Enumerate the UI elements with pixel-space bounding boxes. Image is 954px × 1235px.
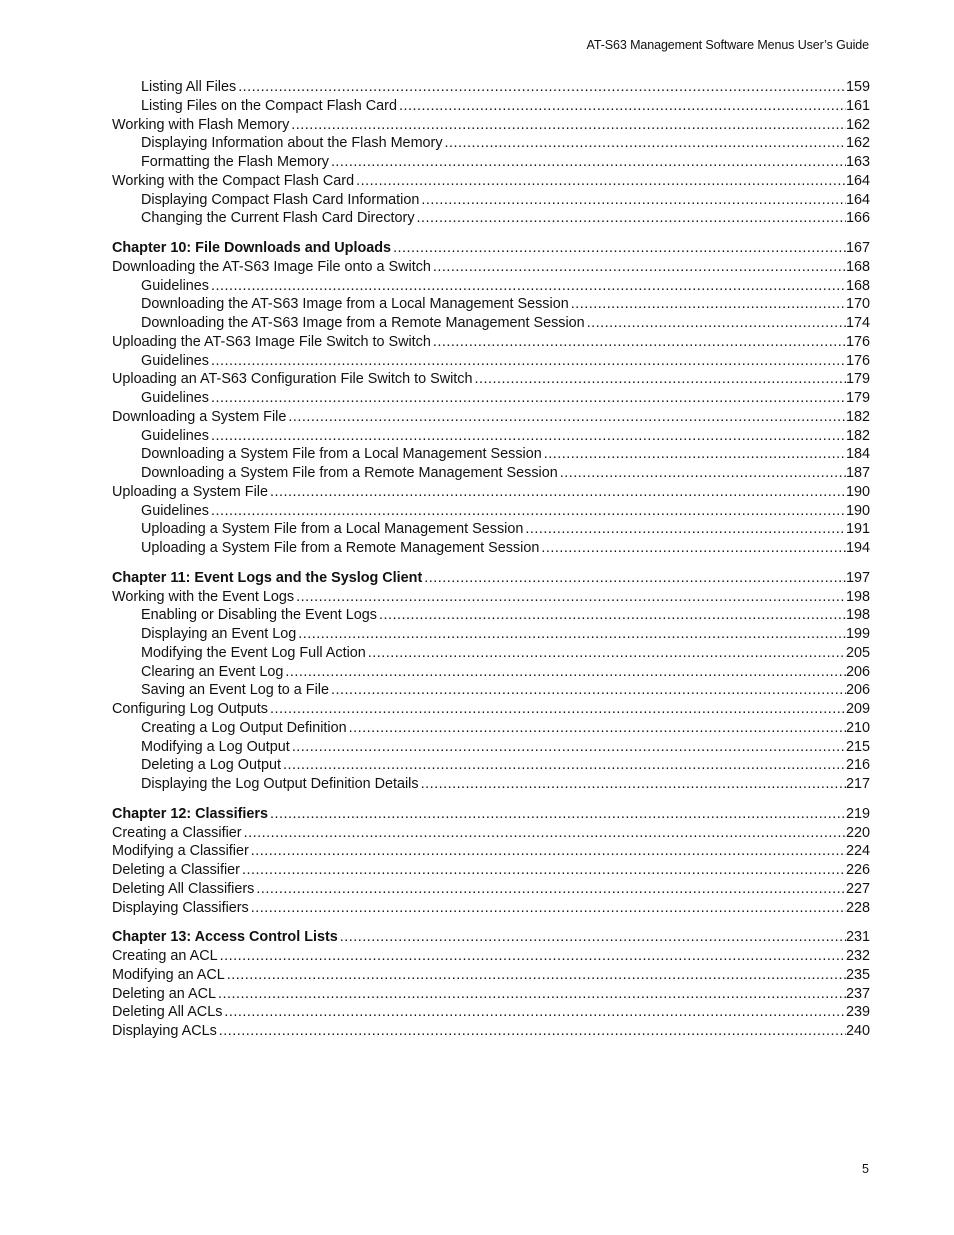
toc-entry[interactable] bbox=[112, 97, 870, 116]
toc-entry-title: Guidelines bbox=[141, 352, 209, 369]
toc-entry[interactable] bbox=[112, 663, 870, 682]
toc-entry-title: Modifying a Classifier bbox=[112, 843, 249, 860]
toc-entry-page: 231 bbox=[845, 929, 870, 946]
toc-entry-title: Uploading a System File bbox=[112, 483, 268, 500]
toc-entry-page: 167 bbox=[845, 240, 870, 256]
toc-entry[interactable] bbox=[112, 1022, 870, 1041]
dot-leader bbox=[268, 805, 846, 824]
toc-entry-page: 206 bbox=[845, 663, 870, 680]
toc-entry-page: 190 bbox=[845, 483, 870, 500]
toc-entry[interactable] bbox=[112, 738, 870, 757]
toc-entry-page: 235 bbox=[845, 966, 870, 983]
toc-entry-page: 197 bbox=[845, 569, 870, 586]
dot-leader bbox=[268, 700, 846, 719]
toc-entry[interactable] bbox=[112, 464, 870, 483]
dot-leader bbox=[283, 663, 846, 682]
toc-entry-page: 182 bbox=[845, 427, 870, 444]
toc-entry-page: 164 bbox=[845, 191, 870, 208]
toc-entry-title: Chapter 12: Classifiers bbox=[112, 805, 268, 822]
dot-leader bbox=[249, 899, 846, 918]
dot-leader bbox=[254, 880, 846, 899]
toc-entry[interactable] bbox=[112, 861, 870, 880]
toc-entry-page: 227 bbox=[845, 880, 870, 897]
dot-leader bbox=[366, 644, 846, 663]
toc-entry[interactable] bbox=[112, 314, 870, 333]
toc-entry[interactable] bbox=[112, 172, 870, 191]
dot-leader bbox=[209, 502, 846, 521]
dot-leader bbox=[354, 172, 846, 191]
toc-entry[interactable] bbox=[112, 775, 870, 794]
dot-leader bbox=[222, 1003, 846, 1022]
toc-entry[interactable] bbox=[112, 389, 870, 408]
toc-chapter-entry[interactable] bbox=[112, 928, 870, 947]
dot-leader bbox=[347, 719, 846, 738]
toc-entry-title: Uploading a System File from a Remote Management Session bbox=[141, 540, 540, 556]
toc-entry-page: 159 bbox=[845, 79, 870, 95]
toc-entry[interactable] bbox=[112, 625, 870, 644]
toc-entry-page: 168 bbox=[845, 258, 870, 275]
toc-entry-title: Working with the Event Logs bbox=[112, 588, 295, 605]
toc-entry-page: 179 bbox=[845, 371, 870, 388]
toc-entry[interactable] bbox=[112, 824, 870, 843]
toc-entry-title: Working with Flash Memory bbox=[112, 116, 290, 133]
toc-entry-title: Chapter 10: File Downloads and Uploads bbox=[112, 240, 392, 256]
toc-chapter-entry[interactable] bbox=[112, 569, 870, 588]
toc-chapter-entry[interactable] bbox=[112, 239, 870, 258]
dot-leader bbox=[419, 191, 846, 210]
toc-entry-title: Listing Files on the Compact Flash Card bbox=[141, 97, 397, 114]
toc-entry-page: 198 bbox=[845, 588, 870, 605]
toc-entry-page: 170 bbox=[845, 296, 870, 313]
toc-entry[interactable] bbox=[112, 644, 870, 663]
toc-entry-title: Deleting All Classifiers bbox=[112, 880, 255, 897]
dot-leader bbox=[240, 861, 846, 880]
toc-entry-page: 166 bbox=[845, 210, 870, 227]
toc-entry-title: Deleting a Log Output bbox=[141, 757, 282, 774]
toc-entry-page: 232 bbox=[845, 948, 870, 964]
toc-entry-title: Guidelines bbox=[141, 390, 209, 406]
toc-entry[interactable] bbox=[112, 483, 870, 502]
toc-entry-page: 209 bbox=[845, 701, 870, 717]
toc-entry-title: Displaying the Log Output Definition Details bbox=[141, 776, 419, 792]
dot-leader bbox=[286, 408, 846, 427]
toc-entry-page: 162 bbox=[845, 116, 870, 133]
toc-entry-page: 226 bbox=[845, 862, 870, 878]
toc-entry-page: 217 bbox=[845, 776, 870, 792]
toc-entry-page: 215 bbox=[845, 738, 870, 755]
toc-entry-page: 239 bbox=[845, 1004, 870, 1021]
running-header: AT-S63 Management Software Menus User’s Guide bbox=[586, 38, 869, 52]
dot-leader bbox=[415, 209, 846, 228]
toc-entry-page: 220 bbox=[845, 824, 870, 841]
toc-entry-title: Saving an Event Log to a File bbox=[141, 682, 329, 699]
toc-entry-page: 205 bbox=[845, 644, 870, 661]
toc-entry-title: Displaying Information about the Flash Memory bbox=[141, 135, 443, 152]
toc-entry-title: Creating a Classifier bbox=[112, 824, 242, 841]
dot-leader bbox=[569, 295, 846, 314]
toc-entry-title: Displaying Compact Flash Card Information bbox=[141, 191, 420, 208]
toc-entry-title: Uploading an AT-S63 Configuration File Switch to Switch bbox=[112, 371, 473, 388]
toc-entry-page: 174 bbox=[845, 315, 870, 331]
toc-entry-title: Creating a Log Output Definition bbox=[141, 719, 347, 736]
toc-entry-title: Deleting a Classifier bbox=[112, 862, 240, 878]
toc-entry[interactable] bbox=[112, 78, 870, 97]
toc-entry[interactable] bbox=[112, 947, 870, 966]
dot-leader bbox=[419, 775, 846, 794]
toc-entry-title: Uploading the AT-S63 Image File Switch to Switch bbox=[112, 333, 431, 350]
toc-entry-page: 179 bbox=[845, 390, 870, 406]
dot-leader bbox=[209, 389, 846, 408]
dot-leader bbox=[242, 824, 846, 843]
dot-leader bbox=[209, 352, 846, 371]
toc-entry[interactable] bbox=[112, 209, 870, 228]
toc-entry-title: Deleting All ACLs bbox=[112, 1004, 223, 1021]
toc-entry-title: Downloading the AT-S63 Image from a Remote Management Session bbox=[141, 315, 585, 331]
toc-entry-title: Changing the Current Flash Card Directory bbox=[141, 210, 415, 227]
dot-leader bbox=[281, 756, 846, 775]
toc-entry-title: Guidelines bbox=[141, 502, 209, 519]
toc-entry[interactable] bbox=[112, 116, 870, 135]
toc-entry-page: 163 bbox=[845, 154, 870, 170]
dot-leader bbox=[377, 606, 846, 625]
toc-entry[interactable] bbox=[112, 153, 870, 172]
table-of-contents bbox=[112, 78, 870, 1041]
toc-entry-title: Displaying Classifiers bbox=[112, 899, 249, 916]
toc-entry[interactable] bbox=[112, 445, 870, 464]
dot-leader bbox=[558, 464, 846, 483]
toc-entry[interactable] bbox=[112, 1003, 870, 1022]
toc-entry-title: Formatting the Flash Memory bbox=[141, 154, 329, 170]
toc-entry-title: Modifying the Event Log Full Action bbox=[141, 644, 366, 661]
toc-entry-title: Configuring Log Outputs bbox=[112, 701, 268, 717]
dot-leader bbox=[539, 539, 846, 558]
toc-entry-title: Guidelines bbox=[141, 277, 209, 294]
dot-leader bbox=[268, 483, 846, 502]
toc-entry-title: Chapter 13: Access Control Lists bbox=[112, 929, 338, 946]
dot-leader bbox=[542, 445, 846, 464]
toc-entry-page: 168 bbox=[845, 277, 870, 294]
toc-entry[interactable] bbox=[112, 333, 870, 352]
dot-leader bbox=[585, 314, 846, 333]
toc-entry-title: Listing All Files bbox=[141, 79, 237, 95]
dot-leader bbox=[216, 985, 846, 1004]
toc-entry-title: Downloading a System File from a Local Management Session bbox=[141, 446, 542, 463]
dot-leader bbox=[473, 370, 846, 389]
dot-leader bbox=[294, 588, 846, 607]
dot-leader bbox=[443, 134, 846, 153]
dot-leader bbox=[217, 1022, 846, 1041]
dot-leader bbox=[338, 928, 846, 947]
toc-entry-title: Displaying an Event Log bbox=[141, 626, 297, 642]
toc-entry-title: Enabling or Disabling the Event Logs bbox=[141, 607, 377, 624]
toc-entry-page: 184 bbox=[845, 446, 870, 463]
toc-entry-title: Creating an ACL bbox=[112, 948, 218, 964]
dot-leader bbox=[236, 78, 846, 97]
toc-entry[interactable] bbox=[112, 985, 870, 1004]
toc-entry-page: 176 bbox=[845, 352, 870, 369]
toc-entry-page: 182 bbox=[845, 408, 870, 425]
toc-entry[interactable] bbox=[112, 880, 870, 899]
toc-entry[interactable] bbox=[112, 606, 870, 625]
toc-entry[interactable] bbox=[112, 966, 870, 985]
toc-entry[interactable] bbox=[112, 719, 870, 738]
toc-entry-page: 176 bbox=[845, 333, 870, 350]
toc-entry[interactable] bbox=[112, 539, 870, 558]
toc-entry-page: 206 bbox=[845, 682, 870, 699]
toc-entry-page: 210 bbox=[845, 719, 870, 736]
toc-entry-title: Downloading a System File from a Remote Management Session bbox=[141, 465, 558, 481]
toc-entry-title: Downloading a System File bbox=[112, 408, 287, 425]
dot-leader bbox=[431, 258, 846, 277]
dot-leader bbox=[523, 520, 846, 539]
toc-entry-title: Downloading the AT-S63 Image File onto a Switch bbox=[112, 258, 431, 275]
toc-entry-page: 194 bbox=[845, 540, 870, 556]
toc-entry-page: 162 bbox=[845, 135, 870, 152]
toc-entry-title: Working with the Compact Flash Card bbox=[112, 172, 355, 189]
dot-leader bbox=[296, 625, 846, 644]
dot-leader bbox=[249, 842, 846, 861]
toc-entry-page: 164 bbox=[845, 172, 870, 189]
toc-entry-title: Downloading the AT-S63 Image from a Local Management Session bbox=[141, 296, 569, 313]
dot-leader bbox=[391, 239, 846, 258]
dot-leader bbox=[290, 738, 846, 757]
toc-entry[interactable] bbox=[112, 352, 870, 371]
dot-leader bbox=[397, 97, 846, 116]
toc-entry[interactable] bbox=[112, 700, 870, 719]
dot-leader bbox=[329, 153, 846, 172]
toc-entry-page: 161 bbox=[845, 97, 870, 114]
toc-entry-title: Clearing an Event Log bbox=[141, 663, 284, 680]
toc-entry-page: 237 bbox=[845, 985, 870, 1002]
toc-entry-page: 240 bbox=[845, 1023, 870, 1039]
toc-chapter-entry[interactable] bbox=[112, 805, 870, 824]
toc-entry[interactable] bbox=[112, 427, 870, 446]
toc-entry-page: 199 bbox=[845, 626, 870, 642]
page-number: 5 bbox=[862, 1162, 869, 1176]
toc-entry[interactable] bbox=[112, 258, 870, 277]
toc-entry[interactable] bbox=[112, 520, 870, 539]
toc-entry[interactable] bbox=[112, 502, 870, 521]
dot-leader bbox=[422, 569, 846, 588]
toc-entry-title: Modifying a Log Output bbox=[141, 738, 290, 755]
toc-entry-title: Modifying an ACL bbox=[112, 966, 225, 983]
toc-entry-title: Guidelines bbox=[141, 427, 209, 444]
toc-entry-page: 228 bbox=[845, 899, 870, 916]
dot-leader bbox=[289, 116, 846, 135]
toc-entry-page: 190 bbox=[845, 502, 870, 519]
toc-entry[interactable] bbox=[112, 842, 870, 861]
toc-entry[interactable] bbox=[112, 408, 870, 427]
dot-leader bbox=[431, 333, 846, 352]
toc-entry[interactable] bbox=[112, 295, 870, 314]
toc-entry-page: 198 bbox=[845, 607, 870, 624]
toc-entry-title: Uploading a System File from a Local Management Session bbox=[141, 521, 524, 538]
toc-entry-page: 224 bbox=[845, 843, 870, 860]
toc-entry[interactable] bbox=[112, 899, 870, 918]
toc-entry-title: Displaying ACLs bbox=[112, 1023, 217, 1039]
toc-entry[interactable] bbox=[112, 277, 870, 296]
toc-entry[interactable] bbox=[112, 681, 870, 700]
dot-leader bbox=[329, 681, 846, 700]
toc-entry-title: Chapter 11: Event Logs and the Syslog Client bbox=[112, 569, 423, 586]
toc-entry[interactable] bbox=[112, 756, 870, 775]
dot-leader bbox=[218, 947, 846, 966]
toc-entry-title: Deleting an ACL bbox=[112, 985, 217, 1002]
toc-entry-page: 187 bbox=[845, 465, 870, 481]
toc-entry-page: 219 bbox=[845, 805, 870, 822]
dot-leader bbox=[209, 427, 846, 446]
toc-entry[interactable] bbox=[112, 588, 870, 607]
toc-entry[interactable] bbox=[112, 191, 870, 210]
dot-leader bbox=[225, 966, 846, 985]
toc-entry[interactable] bbox=[112, 370, 870, 389]
toc-entry-page: 191 bbox=[845, 521, 870, 538]
toc-entry[interactable] bbox=[112, 134, 870, 153]
toc-entry-page: 216 bbox=[845, 757, 870, 774]
dot-leader bbox=[209, 277, 846, 296]
